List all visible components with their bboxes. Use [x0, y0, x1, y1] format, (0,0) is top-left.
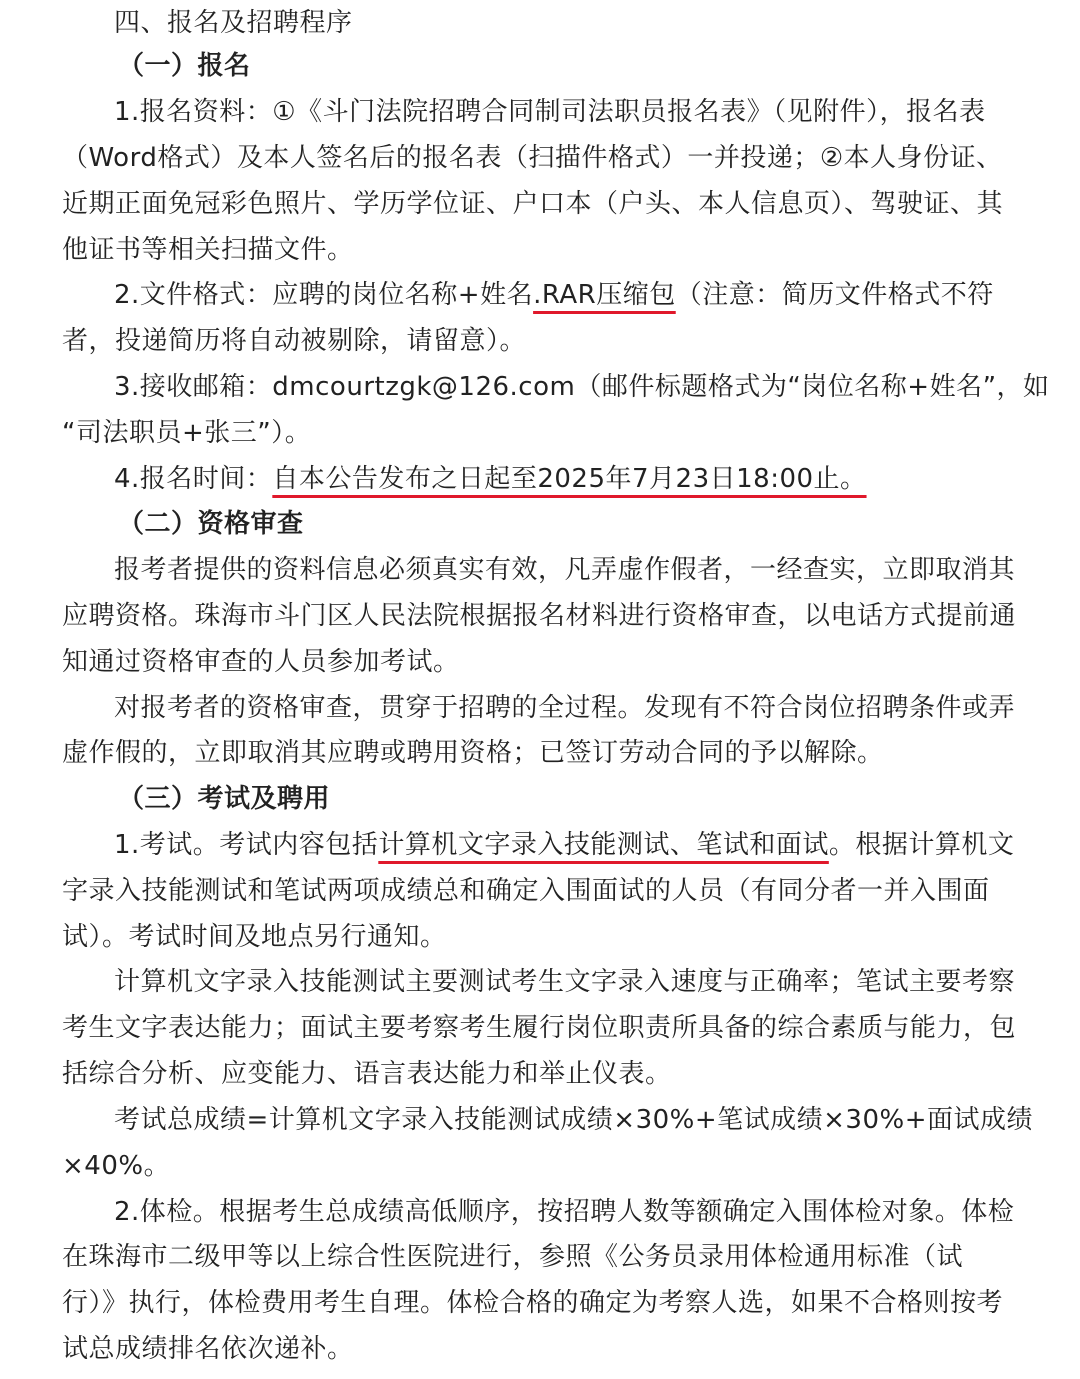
rar-underlined: .RAR压缩包 — [533, 280, 676, 310]
paragraph-line: 计算机文字录入技能测试主要测试考生文字录入速度与正确率；笔试主要考察 — [114, 967, 1016, 997]
file-format-prefix: 2.文件格式：应聘的岗位名称+姓名 — [114, 280, 534, 310]
paragraph-line: 虚作假的，立即取消其应聘或聘用资格；已签订劳动合同的予以解除。 — [62, 738, 884, 768]
email-line: 3.接收邮箱：dmcourtzgk@126.com（邮件标题格式为“岗位名称+姓名”，如 — [114, 372, 1050, 402]
subsection-heading-qualification: （二）资格审查 — [118, 509, 304, 539]
paragraph-line: 字录入技能测试和笔试两项成绩总和确定入围面试的人员（有同分者一并入围面 — [62, 876, 990, 906]
file-format-line — [0, 272, 1080, 318]
paragraph-line: （Word格式）及本人签名后的报名表（扫描件格式）一并投递；②本人身份证、 — [62, 143, 1003, 173]
registration-time-line — [0, 456, 1080, 502]
section-title: 四、报名及招聘程序 — [114, 8, 353, 38]
paragraph-line: 报考者提供的资料信息必须真实有效，凡弄虚作假者，一经查实，立即取消其 — [114, 555, 1016, 585]
exam-content-suffix: 。根据计算机文 — [828, 830, 1015, 860]
paragraph-line: 1.报名资料：①《斗门法院招聘合同制司法职员报名表》（见附件），报名表 — [114, 97, 986, 127]
exam-content-line — [0, 822, 1080, 868]
paragraph-line: “司法职员+张三”）。 — [62, 418, 312, 448]
paragraph-line: 在珠海市二级甲等以上综合性医院进行，参照《公务员录用体检通用标准（试 — [62, 1242, 964, 1272]
paragraph-line: 行）》执行，体检费用考生自理。体检合格的确定为考察人选，如果不合格则按考 — [62, 1288, 1004, 1318]
paragraph-line: ×40%。 — [62, 1151, 171, 1181]
paragraph-line: 知通过资格审查的人员参加考试。 — [62, 647, 460, 677]
paragraph-line: 试）。考试时间及地点另行通知。 — [62, 922, 447, 952]
paragraph-line: 他证书等相关扫描文件。 — [62, 235, 354, 265]
score-formula-line: 考试总成绩=计算机文字录入技能测试成绩×30%+笔试成绩×30%+面试成绩 — [114, 1105, 1034, 1135]
registration-time-prefix: 4.报名时间： — [114, 464, 273, 494]
subsection-heading-registration: （一）报名 — [118, 51, 251, 81]
subsection-heading-exam: （三）考试及聘用 — [118, 784, 331, 814]
registration-deadline-underlined: 自本公告发布之日起至2025年7月23日18:00止。 — [272, 464, 867, 494]
paragraph-line: 应聘资格。珠海市斗门区人民法院根据报名材料进行资格审查，以电话方式提前通 — [62, 601, 1017, 631]
paragraph-line: 近期正面免冠彩色照片、学历学位证、户口本（户头、本人信息页）、驾驶证、其 — [62, 189, 1004, 219]
paragraph-line: 考生文字表达能力；面试主要考察考生履行岗位职责所具备的综合素质与能力，包 — [62, 1013, 1017, 1043]
paragraph-line: 者，投递简历将自动被剔除，请留意）。 — [62, 326, 527, 356]
file-format-suffix: （注意：简历文件格式不符 — [675, 280, 994, 310]
exam-content-underlined: 计算机文字录入技能测试、笔试和面试 — [378, 830, 829, 860]
paragraph-line: 对报考者的资格审查，贯穿于招聘的全过程。发现有不符合岗位招聘条件或弄 — [114, 693, 1016, 723]
paragraph-line: 2.体检。根据考生总成绩高低顺序，按招聘人数等额确定入围体检对象。体检 — [114, 1197, 1015, 1227]
exam-content-prefix: 1.考试。考试内容包括 — [114, 830, 379, 860]
paragraph-line: 括综合分析、应变能力、语言表达能力和举止仪表。 — [62, 1059, 672, 1089]
paragraph-line: 试总成绩排名依次递补。 — [62, 1334, 354, 1364]
